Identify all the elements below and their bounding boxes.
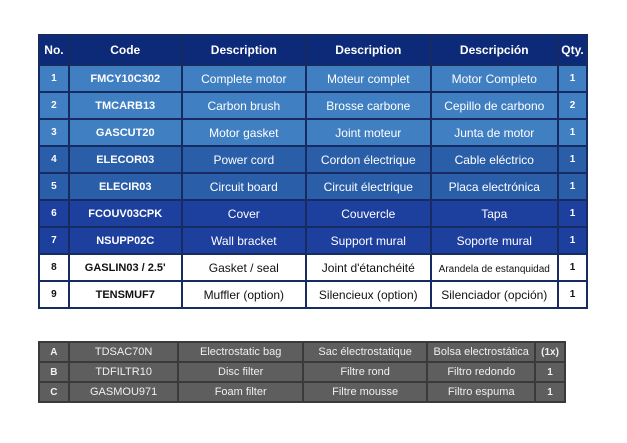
row-description-fr: Brosse carbone	[306, 92, 430, 119]
row-qty: 1	[558, 200, 587, 227]
row-description-fr: Circuit électrique	[306, 173, 430, 200]
accessory-description-fr: Filtre rond	[303, 362, 428, 382]
row-no: 7	[39, 227, 69, 254]
accessory-letter: B	[39, 362, 69, 382]
header-code: Code	[69, 35, 182, 65]
row-description-es: Silenciador (opción)	[431, 281, 558, 308]
row-code: TMCARB13	[69, 92, 182, 119]
accessory-description-en: Electrostatic bag	[178, 342, 302, 362]
parts-header-row	[39, 35, 587, 65]
table-row	[39, 254, 587, 281]
accessory-row	[39, 342, 565, 362]
row-description-en: Power cord	[182, 146, 306, 173]
parts-table	[38, 34, 588, 309]
row-no: 8	[39, 254, 69, 281]
accessory-description-es: Bolsa electrostática	[427, 342, 535, 362]
row-code: FCOUV03CPK	[69, 200, 182, 227]
row-no: 3	[39, 119, 69, 146]
row-code: ELECIR03	[69, 173, 182, 200]
accessory-code: GASMOU971	[69, 382, 179, 402]
table-row	[39, 173, 587, 200]
accessory-description-fr: Filtre mousse	[303, 382, 428, 402]
accessory-letter: C	[39, 382, 69, 402]
row-no: 6	[39, 200, 69, 227]
row-qty: 1	[558, 254, 587, 281]
row-description-fr: Cordon électrique	[306, 146, 430, 173]
row-code: FMCY10C302	[69, 65, 182, 92]
row-code: GASCUT20	[69, 119, 182, 146]
row-qty: 1	[558, 65, 587, 92]
row-code: GASLIN03 / 2.5'	[69, 254, 182, 281]
row-description-en: Carbon brush	[182, 92, 306, 119]
header-description-es: Descripción	[431, 35, 558, 65]
row-description-en: Motor gasket	[182, 119, 306, 146]
row-no: 9	[39, 281, 69, 308]
row-description-fr: Joint d'étanchéité	[306, 254, 430, 281]
row-description-en: Circuit board	[182, 173, 306, 200]
row-description-es: Junta de motor	[431, 119, 558, 146]
header-description-en: Description	[182, 35, 306, 65]
row-description-fr: Silencieux (option)	[306, 281, 430, 308]
table-row	[39, 281, 587, 308]
accessory-code: TDFILTR10	[69, 362, 179, 382]
row-code: NSUPP02C	[69, 227, 182, 254]
row-description-en: Cover	[182, 200, 306, 227]
row-qty: 1	[558, 281, 587, 308]
table-row	[39, 119, 587, 146]
row-qty: 1	[558, 146, 587, 173]
row-description-es: Cable eléctrico	[431, 146, 558, 173]
accessory-row	[39, 362, 565, 382]
row-description-fr: Support mural	[306, 227, 430, 254]
row-description-es: Motor Completo	[431, 65, 558, 92]
row-description-en: Wall bracket	[182, 227, 306, 254]
row-code: ELECOR03	[69, 146, 182, 173]
table-row	[39, 227, 587, 254]
row-no: 5	[39, 173, 69, 200]
accessories-table	[38, 341, 566, 403]
table-row	[39, 92, 587, 119]
row-qty: 1	[558, 119, 587, 146]
row-description-fr: Moteur complet	[306, 65, 430, 92]
row-description-es: Placa electrónica	[431, 173, 558, 200]
row-description-en: Complete motor	[182, 65, 306, 92]
accessory-description-es: Filtro redondo	[427, 362, 535, 382]
accessory-description-en: Disc filter	[178, 362, 302, 382]
row-qty: 1	[558, 173, 587, 200]
row-description-es: Tapa	[431, 200, 558, 227]
row-description-es	[431, 254, 558, 281]
row-description-es-text: Arandela de estanquidad	[438, 263, 550, 275]
accessory-qty: (1x)	[535, 342, 565, 362]
table-row	[39, 200, 587, 227]
row-no: 2	[39, 92, 69, 119]
row-description-es: Soporte mural	[431, 227, 558, 254]
accessory-letter: A	[39, 342, 69, 362]
row-qty: 1	[558, 227, 587, 254]
accessory-code: TDSAC70N	[69, 342, 179, 362]
row-description-fr: Joint moteur	[306, 119, 430, 146]
row-qty: 2	[558, 92, 587, 119]
table-row	[39, 146, 587, 173]
header-qty: Qty.	[558, 35, 587, 65]
table-row	[39, 65, 587, 92]
row-description-en: Gasket / seal	[182, 254, 306, 281]
accessory-qty: 1	[535, 382, 565, 402]
accessory-description-fr: Sac électrostatique	[303, 342, 428, 362]
row-no: 4	[39, 146, 69, 173]
header-description-fr: Description	[306, 35, 430, 65]
row-description-es: Cepillo de carbono	[431, 92, 558, 119]
row-code: TENSMUF7	[69, 281, 182, 308]
accessory-row	[39, 382, 565, 402]
accessory-description-en: Foam filter	[178, 382, 302, 402]
row-description-en: Muffler (option)	[182, 281, 306, 308]
header-no: No.	[39, 35, 69, 65]
row-no: 1	[39, 65, 69, 92]
accessory-description-es: Filtro espuma	[427, 382, 535, 402]
accessory-qty: 1	[535, 362, 565, 382]
row-description-fr: Couvercle	[306, 200, 430, 227]
